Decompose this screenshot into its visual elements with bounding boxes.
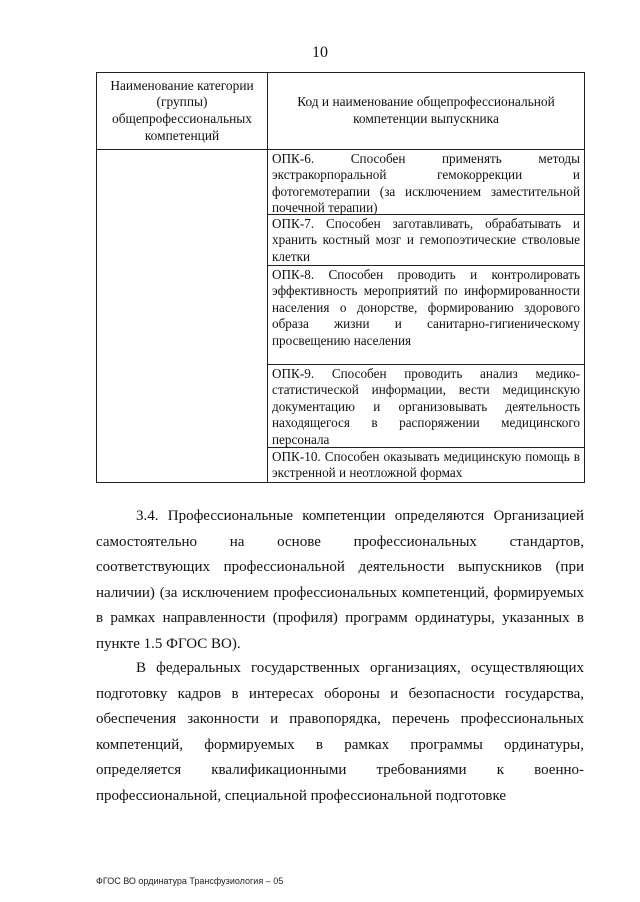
competency-cell — [268, 448, 585, 483]
competency-opk-8: ОПК-8. Способен проводить и контролировать эффективность мероприятий по информированности населения о донорстве, формированию здорового образа жизни и санитарно-гигиеническому просвещению населения — [272, 267, 580, 348]
table-row — [97, 150, 585, 215]
competency-opk-9: ОПК-9. Способен проводить анализ медико-статистической информации, вести медицинскую документацию и организовывать деятельность находящегося в распоряжении медицинского персонала — [272, 366, 580, 447]
competency-cell — [268, 150, 585, 215]
category-cell — [97, 150, 268, 483]
competency-opk-6: ОПК-6. Способен применять методы экстракорпоральной гемокоррекции и фотогемотерапии (за исключением заместительной почечной терапии) — [272, 151, 580, 216]
competency-cell — [268, 365, 585, 448]
competencies-table — [96, 72, 585, 483]
footer-text: ФГОС ВО ординатура Трансфузиология – 05 — [96, 876, 284, 886]
competency-opk-10: ОПК-10. Способен оказывать медицинскую помощь в экстренной и неотложной формах — [272, 449, 580, 481]
competency-opk-7: ОПК-7. Способен заготавливать, обрабатывать и хранить костный мозг и гемопоэтические стволовые клетки — [272, 216, 580, 264]
competency-cell — [268, 215, 585, 266]
competency-cell — [268, 266, 585, 365]
paragraph-3-4: 3.4. Профессиональные компетенции определяются Организацией самостоятельно на основе профессиональных стандартов, соответствующих профессиональной деятельности выпускников (при наличии) (за исключением профессиональных компетенций, формируемых в рамках направленности (профиля) программ ординатуры, указанных в пункте 1.5 ФГОС ВО). — [96, 508, 584, 652]
header-category: Наименование категории (группы) общепрофессиональных компетенций — [97, 73, 268, 150]
page-number: 10 — [312, 44, 328, 61]
header-code: Код и наименование общепрофессиональной компетенции выпускника — [268, 73, 585, 150]
table-header-row — [97, 73, 585, 150]
paragraph-federal-organizations: В федеральных государственных организациях, осуществляющих подготовку кадров в интересах обороны и безопасности государства, обеспечения законности и правопорядка, перечень профессиональных компетенций, формируемых в рамках программы ординатуры, определяется квалификационными требованиями к военно-профессиональной, специальной профессиональной подготовке — [96, 660, 584, 804]
